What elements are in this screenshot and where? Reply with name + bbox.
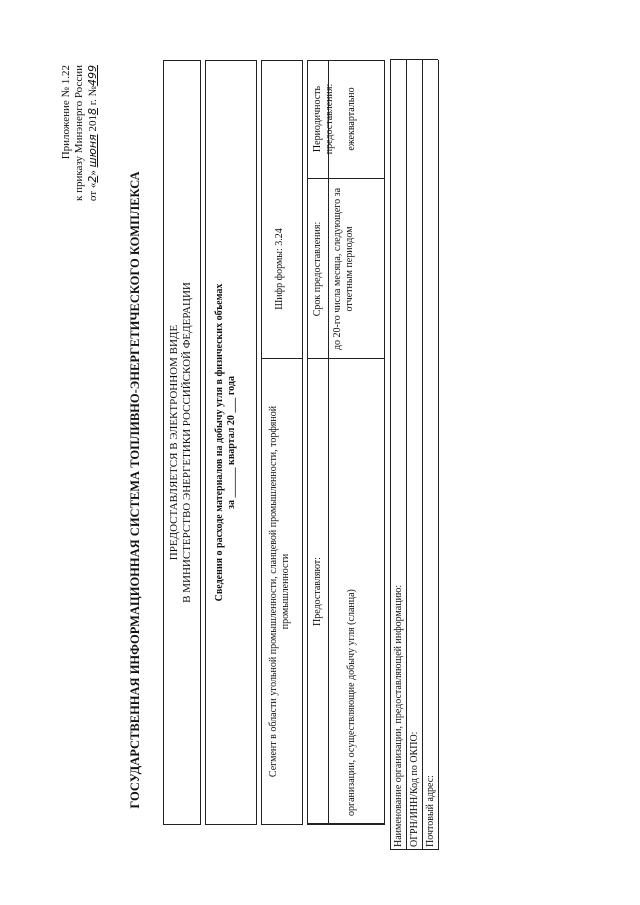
segment-label: Сегмент в области угольной промышленности, сланцевой промышленности, торфяной промышленности <box>268 405 291 778</box>
cell-providers: организации, осуществляющие добычу угля (сланца) <box>346 589 357 816</box>
report-title: Сведения о расходе материалов на добычу угля в физических объемах <box>214 283 225 602</box>
field-address: Почтовый адрес: <box>425 775 436 847</box>
header-deadline: Срок предоставления: <box>312 221 323 317</box>
appendix-line2: к приказу Минэнерго России <box>73 65 85 201</box>
period-blank-quarter: ______ <box>226 467 237 498</box>
form-code: Шифр формы: 3.24 <box>274 228 285 310</box>
submission-line1: ПРЕДОСТАВЛЯЕТСЯ В ЭЛЕКТРОННОМ ВИДЕ <box>168 324 180 561</box>
handwritten-day: 2 <box>86 175 99 183</box>
providers-table <box>307 60 385 825</box>
year-prefix: 201 <box>87 115 99 132</box>
submission-line2: В МИНИСТЕРСТВО ЭНЕРГЕТИКИ РОССИЙСКОЙ ФЕДЕРАЦИИ <box>181 282 193 603</box>
appendix-line1: Приложение № 1.22 <box>60 65 72 160</box>
report-period <box>226 61 238 824</box>
system-title: ГОСУДАРСТВЕННАЯ ИНФОРМАЦИОННАЯ СИСТЕМА ТОПЛИВНО-ЭНЕРГЕТИЧЕСКОГО КОМПЛЕКСА <box>128 171 142 809</box>
field-org-name: Наименование организации, предоставляющей информацию: <box>393 584 404 847</box>
period-blank-year: ___ <box>226 397 237 413</box>
handwritten-year-digit: 8 <box>86 108 99 116</box>
appendix-line3 <box>86 65 100 285</box>
appendix-block <box>60 65 100 285</box>
order-number-prefix: г. № <box>87 86 99 106</box>
period-prefix: за <box>226 499 237 509</box>
handwritten-month: шюня <box>86 134 99 168</box>
field-ogrn: ОГРН/ИНН/Код по ОКПО: <box>409 731 420 847</box>
period-year-label: года <box>226 376 237 396</box>
header-frequency: Периодичность предоставления: <box>312 83 335 155</box>
submission-box <box>163 60 201 825</box>
header-providers: Предоставляют: <box>312 557 323 626</box>
report-title-box <box>205 60 257 825</box>
date-close-quote: » <box>87 170 99 176</box>
period-quarter-label: квартал 20 <box>226 415 237 465</box>
cell-frequency: ежеквартально <box>346 87 357 151</box>
segment-row <box>261 60 303 825</box>
handwritten-order-number: 499 <box>86 65 99 86</box>
date-open-quote: от « <box>87 182 99 202</box>
cell-deadline: до 20-го числа месяца, следующего за отчетным периодом <box>332 187 355 351</box>
